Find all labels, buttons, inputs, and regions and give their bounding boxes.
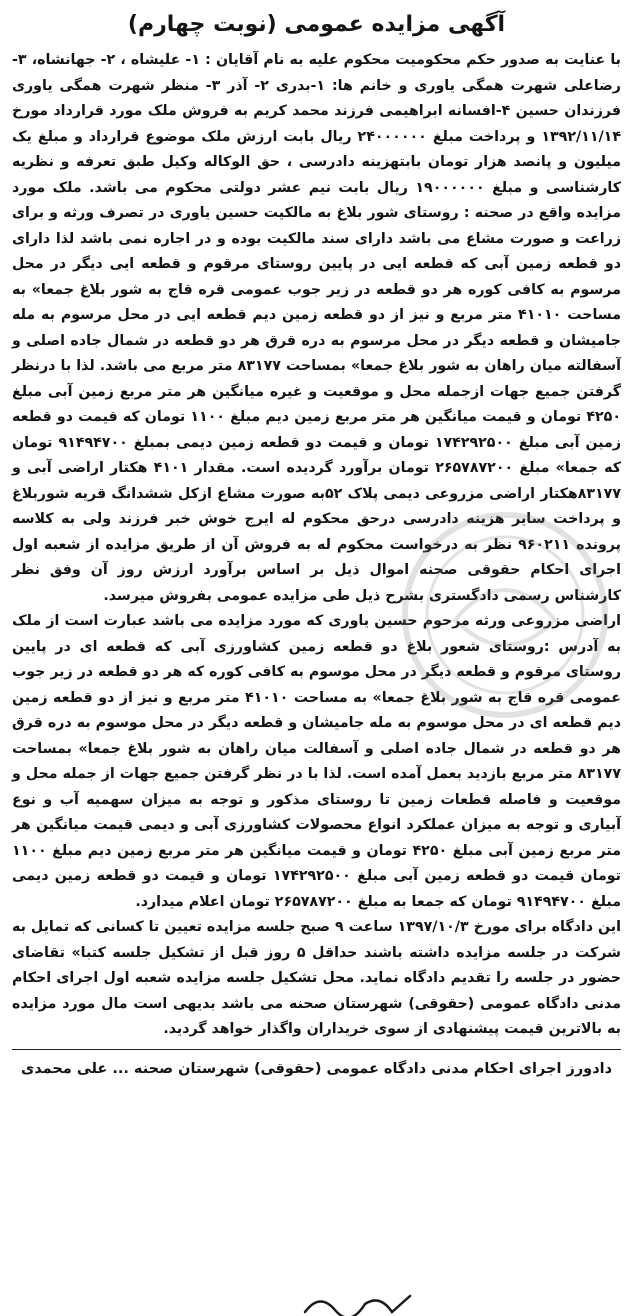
notice-paragraph-session: این دادگاه برای مورخ ۱۳۹۷/۱۰/۳ ساعت ۹ صبح جلسه مزایده تعیین تا کسانی که تمایل به شرکت در جلسه مزایده داشته باشند حداقل ۵ روز قبل از تشکیل جلسه کتبا» تقاضای حضور در جلسه را تقدیم دادگاه نماید. محل تشکیل جلسه مزایده شعبه اول اجرای احکام مدنی دادگاه عمومی (حقوقی) شهرستان صحنه می باشد بدیهی است مال مورد مزایده به بالاترین قیمت پیشنهادی از سوی خریداران واگذار خواهد گردید. [12,919,621,1037]
notice-paragraph-main: با عنایت به صدور حکم محکومیت محکوم علیه به نام آقایان : ۱- علیشاه ، ۲- جهانشاه، ۳- رضاعلی شهرت همگی یاوری و خانم ها: ۱-بدری ۲- آذر ۳- منظر شهرت همگی یاوری فرزندان حسین ۴-افسانه ابراهیمی فرزند محمد کریم به فروش ملک مورد قرارداد مورخ ۱۳۹۲/۱۱/۱۴ و پرداخت مبلغ ۲۴۰۰۰۰۰۰ ریال بابت ارزش ملک موضوع قرارداد و مبلغ یک میلیون و پانصد هزار تومان بابتهزینه دادرسی ، حق الوکاله وکیل طبق تعرفه و نظریه کارشناسی و مبلغ ۱۹۰۰۰۰۰۰ ریال بابت نیم عشر دولتی محکوم می باشد. ملک مورد مزایده واقع در صحنه : روستای شور بلاغ به مالکیت حسین یاوری در تصرف ورثه و برای زراعت و صورت مشاع می باشد دارای سند مالکیت بوده و در اجاره نمی باشد لذا دارای دو قطعه زمین آبی که قطعه ایی در پایین روستای مرقوم و قطعه ایی دیگر در محل مرسوم به کافی کوره هر دو قطعه در زیر جوب عمومی قره قاج به شور بلاغ جمعا» به مساحت ۴۱۰۱۰ متر مربع و نیز از دو قطعه زمین دیم قطعه ایی در محل مرسوم به مله جامیشان و قطعه دیگر در محل مرسوم به دره قرق هر دو قطعه در شمال جاده اصلی و آسفالته میان راهان به شور بلاغ جمعا» بمساحت ۸۳۱۷۷ متر مربع می باشد. لذا با درنظر گرفتن جمیع جهات ازجمله محل و موقعیت و غیره میانگین هر متر مربع زمین آبی مبلغ ۴۲۵۰ تومان و قیمت میانگین هر متر مربع زمین دیم مبلغ ۱۱۰۰ تومان که قیمت دو قطعه زمین آبی مبلغ ۱۷۴۲۹۲۵۰۰ تومان و قیمت دو قطعه زمین دیمی بمبلغ ۹۱۴۹۴۷۰۰ تومان که جمعا» مبلغ ۲۶۵۷۸۷۲۰۰ تومان برآورد گردیده است. مقدار ۴۱۰۱ هکتار اراضی آبی و ۸۳۱۷۷هکتار اراضی مزروعی دیمی پلاک ۵۲به صورت مشاع ازکل ششدانگ قریه شوربلاغ و پرداخت سایر هزینه دادرسی درحق محکوم له ایرج خوش خبر فرزند ولی به کلاسه پرونده ۹۶۰۲۱۱ نظر به درخواست محکوم له به فروش آن از طریق مزایده از شعبه اول اجرای احکام حقوقی صحنه اموال ذیل بر اساس برآورد ارزش روز آن وفق نظر کارشناس رسمی دادگستری بشرح ذیل طی مزایده عمومی بفروش میرسد. [12,52,622,604]
notice-paragraph-property: اراضی مزروعی ورثه مرحوم حسین یاوری که مورد مزایده می باشد عبارت است از ملک به آدرس :روستای شعور بلاغ دو قطعه زمین کشاورزی آبی که قطعه ای در پایین روستای مرقوم و قطعه دیگر در محل موسوم به کافی کوره که هر دو قطعه در زیر جوب عمومی قره قاج به شور بلاغ جمعا» به مساحت ۴۱۰۱۰ متر مربع و نیز از دو قطعه زمین دیم قطعه ای در محل موسوم به مله جامیشان و قطعه دیگر در محل موسوم به دره قرق هر دو قطعه در شمال جاده اصلی و آسفالت میان راهان به شور بلاغ جمعا» بمساحت ۸۳۱۷۷ متر مربع بازدید بعمل آمده است. لذا با در نظر گرفتن جمیع جهات از جمله محل و موقعیت و فاصله قطعات زمین تا روستای مذکور و توجه به میزان سهمیه آب و نوع آبیاری و توجه به میزان عملکرد انواع محصولات کشاورزی آبی و دیمی قیمت میانگین هر متر مربع زمین آبی مبلغ ۴۲۵۰ تومان و قیمت میانگین هر متر مربع زمین دیم مبلغ ۱۱۰۰ تومان قیمت دو قطعه زمین آبی مبلغ ۱۷۴۲۹۲۵۰۰ تومان و قیمت دو قطعه زمین دیمی مبلغ ۹۱۴۹۴۷۰۰ تومان که جمعا به مبلغ ۲۶۵۷۸۷۲۰۰ تومان اعلام میدارد. [12,613,621,910]
notice-title: آگهی مزایده عمومی (نوبت چهارم) [127,12,506,37]
notice-signatory: دادورز اجرای احکام مدنی دادگاه عمومی (حقوقی) شهرستان صحنه ... علی محمدی [12,1049,621,1082]
auction-notice [4,0,631,1316]
